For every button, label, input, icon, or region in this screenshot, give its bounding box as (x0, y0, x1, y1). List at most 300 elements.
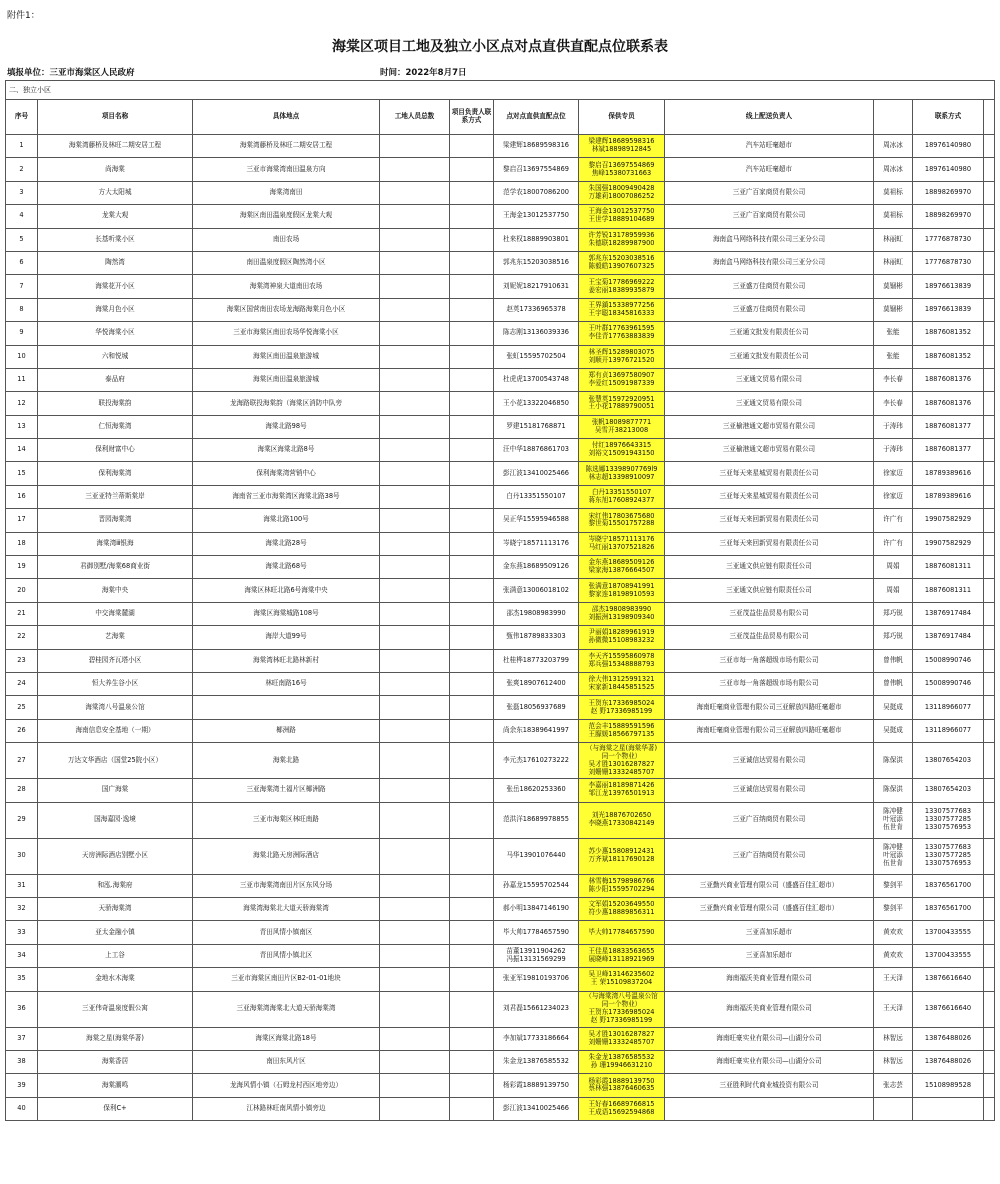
cell-contact-person-line: 伍世肯 (883, 859, 903, 867)
cell-supply-staff-line: 刘顺开13976721520 (588, 355, 655, 364)
cell-supply-staff-line: 刘振洲13198909340 (588, 613, 655, 621)
cell-seq-line: 2 (19, 164, 24, 173)
cell-contact-line: 19907582929 (924, 515, 972, 524)
cell-contact-person-line: 陈冲健 (883, 807, 903, 816)
cell-online-delivery-line: 海南旺豪实业有限公司—山湖分公司 (716, 1033, 822, 1042)
cell-seq-line: 30 (17, 851, 26, 860)
cell-online-delivery (665, 532, 874, 555)
cell-supply-point-line: 李加斌17733186664 (503, 1033, 569, 1042)
cell-location (193, 649, 380, 672)
cell-seq-line: 36 (17, 1004, 26, 1013)
cell-contact-person (874, 158, 913, 181)
cell-seq-line: 40 (17, 1103, 26, 1112)
cell-contact (913, 532, 984, 555)
cell-supply-point (494, 1027, 579, 1050)
cell-supply-staff-line: 王世学18889104689 (588, 215, 655, 224)
cell-location (193, 251, 380, 274)
cell-supply-staff (579, 205, 665, 228)
cell-extra (984, 228, 995, 251)
cell-supply-staff-line: 符少惠18889856311 (588, 908, 655, 917)
cell-workers (380, 158, 450, 181)
cell-supply-point-line: 杨彩霞18889139750 (503, 1080, 569, 1089)
cell-seq-line: 1 (19, 141, 24, 150)
cell-contact-line: 13307577683 (924, 843, 972, 852)
cell-contact (913, 944, 984, 967)
cell-online-delivery (665, 368, 874, 391)
table-row (6, 779, 995, 802)
cell-extra (984, 275, 995, 298)
cell-location (193, 1074, 380, 1097)
cell-contact (913, 921, 984, 944)
cell-seq-line: 35 (17, 974, 26, 983)
cell-online-delivery (665, 672, 874, 695)
cell-contact-line: 18376561700 (924, 904, 972, 913)
cell-supply-staff-line: 陈少阳15595702294 (588, 884, 655, 893)
cell-supply-staff-line: 白丹13351550107 (591, 488, 652, 497)
cell-project-name (38, 696, 193, 719)
cell-online-delivery-line: 三亚广百家商贸有限公司 (732, 211, 806, 220)
cell-supply-staff-line: 吴才胜13016287827 (588, 759, 655, 768)
cell-contact-person-line: 林丽虹 (883, 234, 903, 243)
cell-contact-person (874, 485, 913, 508)
cell-supply-point-line: 岑晓宁18571113176 (503, 538, 569, 547)
cell-supply-point (494, 779, 579, 802)
cell-workers (380, 1074, 450, 1097)
cell-contact-person-line: 吴挺成 (883, 726, 903, 734)
cell-seq (6, 1027, 38, 1050)
cell-location (193, 392, 380, 415)
cell-project-name-line: 国广海棠 (101, 785, 129, 794)
cell-location-line: 龙海路联投海棠韵（海棠区消防中队旁 (229, 398, 343, 407)
cell-contact-person-line: 黄欢欢 (883, 950, 903, 959)
cell-seq (6, 719, 38, 742)
cell-extra (984, 1050, 995, 1073)
cell-supply-point (494, 838, 579, 874)
cell-seq-line: 7 (19, 281, 24, 290)
cell-supply-staff (579, 415, 665, 438)
cell-seq-line: 38 (17, 1057, 26, 1066)
cell-supply-staff (579, 649, 665, 672)
cell-contact-person-line: 张能 (886, 328, 900, 337)
cell-location (193, 439, 380, 462)
table-row (6, 672, 995, 695)
cell-supply-staff (579, 1050, 665, 1073)
cell-online-delivery-line: 三亚每天来星城贸易有限责任公司 (719, 468, 819, 477)
cell-project-lead (450, 968, 494, 991)
cell-contact-line: 18876081311 (924, 585, 972, 594)
cell-supply-point-line: 杜来权18889903801 (503, 234, 569, 243)
cell-supply-staff-line: 王朦媛18566797135 (588, 729, 655, 738)
cell-contact (913, 415, 984, 438)
cell-online-delivery-line: 汽车站旺毫超市 (745, 141, 793, 150)
cell-extra (984, 345, 995, 368)
cell-contact (913, 1050, 984, 1073)
cell-project-name-line: 亚太金融小镇 (95, 927, 135, 936)
cell-project-name (38, 626, 193, 649)
section-label: 二、独立小区 (6, 81, 995, 100)
cell-project-lead (450, 626, 494, 649)
cell-supply-staff-line: 吴雪开38213008 (594, 425, 649, 434)
table-row (6, 968, 995, 991)
cell-supply-point (494, 991, 579, 1027)
cell-project-lead (450, 1097, 494, 1120)
cell-supply-staff (579, 991, 665, 1027)
cell-supply-staff-line: 苏少惠15808912431 (588, 847, 655, 856)
cell-supply-point-line: 张满意13006018102 (503, 585, 569, 594)
cell-contact-line: 13307576953 (924, 823, 972, 831)
cell-supply-staff-line: 宋红伟17803675680 (588, 511, 655, 520)
cell-contact-line: 18876081352 (924, 328, 972, 337)
cell-contact-person-line: 于涛玮 (883, 421, 903, 430)
cell-contact-person-line: 曾伟帆 (883, 655, 903, 664)
cell-online-delivery-line: 三亚勤兴商业管理有限公司（盛盛百佳汇超市） (699, 904, 839, 913)
cell-contact (913, 345, 984, 368)
cell-online-delivery (665, 439, 874, 462)
cell-seq (6, 532, 38, 555)
cell-seq (6, 368, 38, 391)
cell-extra (984, 251, 995, 274)
cell-seq (6, 1074, 38, 1097)
cell-extra (984, 392, 995, 415)
cell-contact-person (874, 968, 913, 991)
cell-online-delivery (665, 205, 874, 228)
cell-contact-person (874, 509, 913, 532)
cell-project-lead (450, 135, 494, 158)
cell-location-line: 海棠湾南田 (269, 188, 303, 197)
cell-supply-staff (579, 779, 665, 802)
cell-extra (984, 719, 995, 742)
header-supply-staff: 保供专员 (579, 100, 665, 135)
cell-workers (380, 921, 450, 944)
cell-seq-line: 16 (17, 492, 26, 501)
cell-workers (380, 368, 450, 391)
cell-location-line: 海棠区南田温泉度假区龙棠大观 (239, 211, 333, 220)
cell-seq-line: 10 (17, 351, 26, 360)
table-row (6, 719, 995, 742)
cell-supply-staff (579, 944, 665, 967)
cell-contact (913, 1027, 984, 1050)
cell-workers (380, 719, 450, 742)
cell-location (193, 743, 380, 779)
cell-project-name (38, 802, 193, 838)
cell-supply-staff-line: 李爱红15091987339 (588, 379, 655, 388)
cell-contact (913, 509, 984, 532)
cell-project-name (38, 181, 193, 204)
cell-contact-line: 18876081376 (924, 398, 972, 407)
cell-online-delivery-line: 海南盒马网络科技有限公司三亚分公司 (712, 258, 826, 267)
cell-location-line: 三亚市海棠区南田农场华悦海棠小区 (233, 328, 339, 337)
cell-online-delivery-line: 三亚盛万佳商贸有限公司 (732, 281, 806, 290)
cell-extra (984, 672, 995, 695)
cell-project-name-line: 天房洲际酒店别墅小区 (82, 851, 148, 860)
cell-seq (6, 415, 38, 438)
cell-supply-point-line: 郝小明13847146190 (503, 904, 569, 913)
cell-location (193, 1050, 380, 1073)
header-contact-person (874, 100, 913, 135)
cell-contact-person (874, 415, 913, 438)
cell-online-delivery-line: 三亚通文批发有限责任公司 (729, 328, 809, 337)
cell-project-name (38, 944, 193, 967)
cell-contact-line: 13700433555 (924, 927, 972, 936)
cell-seq-line: 12 (17, 398, 26, 407)
cell-online-delivery (665, 485, 874, 508)
cell-contact-person-line: 莫祖标 (883, 211, 903, 220)
cell-project-lead (450, 743, 494, 779)
cell-seq (6, 205, 38, 228)
cell-workers (380, 626, 450, 649)
cell-extra (984, 579, 995, 602)
cell-project-name-line: 海棠香居 (101, 1057, 129, 1066)
cell-project-lead (450, 602, 494, 625)
cell-contact-line: 13700433555 (924, 950, 972, 959)
cell-supply-staff-line: 王叶群17763961595 (588, 324, 655, 333)
cell-project-name (38, 672, 193, 695)
cell-supply-staff-line: 梁家海13876664507 (588, 566, 655, 575)
cell-supply-point-line: 郭兆东15203038516 (503, 258, 569, 267)
cell-supply-staff (579, 158, 665, 181)
cell-project-lead (450, 1074, 494, 1097)
cell-workers (380, 532, 450, 555)
cell-supply-point-line: 赵英17336965378 (506, 304, 566, 313)
cell-supply-staff (579, 602, 665, 625)
cell-contact-person (874, 181, 913, 204)
cell-contact (913, 275, 984, 298)
fill-time-label: 时间：2022年8月7日 (380, 68, 467, 78)
cell-contact-person-line: 黄欢欢 (883, 927, 903, 936)
cell-project-name (38, 298, 193, 321)
cell-contact-person-line: 莫祖标 (883, 188, 903, 197)
cell-project-name-line: 和泓.海棠府 (97, 880, 133, 889)
cell-supply-staff (579, 626, 665, 649)
cell-contact (913, 649, 984, 672)
cell-seq (6, 556, 38, 579)
cell-supply-staff-line: 王宝菊17786969222 (588, 277, 655, 286)
table-row (6, 298, 995, 321)
cell-contact-person (874, 1097, 913, 1120)
cell-online-delivery-line: 海南旺毫商业管理有限公司三亚解放四路旺毫超市 (696, 702, 842, 711)
cell-contact-person-line: 张志芸 (883, 1080, 903, 1089)
cell-project-name (38, 897, 193, 920)
cell-project-name (38, 991, 193, 1027)
cell-location-line: 海棠北路68号 (265, 562, 307, 571)
cell-project-name (38, 251, 193, 274)
cell-supply-staff-line: （与海棠之星(海棠华著) (585, 743, 658, 752)
cell-supply-point (494, 415, 579, 438)
cell-seq-line: 17 (17, 515, 26, 524)
cell-contact (913, 205, 984, 228)
cell-supply-staff-line: 吴卫峰13146235602 (588, 970, 655, 979)
cell-contact-person-line: 郑巧锐 (883, 609, 903, 618)
cell-contact-person-line: 莫锢彬 (883, 281, 903, 290)
table-row (6, 1027, 995, 1050)
cell-project-name-line: 海南信息安全基地（一期） (75, 726, 155, 734)
cell-online-delivery (665, 944, 874, 967)
cell-supply-staff-line: 刘姗姗13332485707 (588, 767, 655, 776)
cell-location (193, 968, 380, 991)
cell-online-delivery (665, 415, 874, 438)
table-row (6, 181, 995, 204)
cell-supply-point-line: 罗建15181768871 (506, 421, 566, 430)
cell-contact-person (874, 696, 913, 719)
cell-supply-staff-line: 王佳星18833563655 (588, 947, 655, 955)
cell-supply-point (494, 205, 579, 228)
cell-project-name (38, 158, 193, 181)
table-header-row (6, 100, 995, 135)
cell-workers (380, 874, 450, 897)
header-extra (984, 100, 995, 135)
cell-location (193, 719, 380, 742)
cell-extra (984, 874, 995, 897)
cell-workers (380, 802, 450, 838)
cell-contact (913, 368, 984, 391)
cell-supply-point (494, 802, 579, 838)
cell-workers (380, 838, 450, 874)
cell-project-lead (450, 897, 494, 920)
cell-supply-staff-line: 焦峰15380731663 (591, 168, 652, 177)
table-row (6, 838, 995, 874)
cell-project-lead (450, 368, 494, 391)
cell-supply-point-line: 刘妮妮18217910631 (503, 281, 569, 290)
cell-workers (380, 135, 450, 158)
cell-project-name-line: 海棠花开小区 (95, 281, 135, 290)
cell-contact-person (874, 462, 913, 485)
cell-supply-staff-line: 蔡林强13876460635 (588, 1084, 655, 1093)
cell-extra (984, 368, 995, 391)
cell-extra (984, 968, 995, 991)
cell-workers (380, 485, 450, 508)
cell-supply-staff-line: 许芳锐13178959936 (588, 230, 655, 239)
cell-project-lead (450, 345, 494, 368)
cell-location-line: 海棠北路100号 (263, 515, 309, 524)
cell-project-name-line: 海棠湾藤桥及林旺二期安居工程 (68, 141, 162, 150)
cell-supply-staff (579, 1074, 665, 1097)
cell-project-lead (450, 838, 494, 874)
cell-online-delivery (665, 719, 874, 742)
cell-seq (6, 743, 38, 779)
cell-contact-person-line: 许广有 (883, 515, 903, 524)
cell-supply-point (494, 158, 579, 181)
cell-supply-staff (579, 462, 665, 485)
cell-project-name-line: 保利C+ (103, 1103, 127, 1112)
cell-supply-point (494, 298, 579, 321)
table-row (6, 1050, 995, 1073)
table-row (6, 345, 995, 368)
table-row (6, 1097, 995, 1120)
cell-contact (913, 719, 984, 742)
cell-project-name (38, 392, 193, 415)
cell-extra (984, 485, 995, 508)
cell-location (193, 205, 380, 228)
cell-contact-person (874, 838, 913, 874)
cell-online-delivery-line: 三亚勤兴商业管理有限公司（盛盛百佳汇超市） (699, 880, 839, 889)
cell-seq (6, 1097, 38, 1120)
cell-supply-staff-line: 陈选娜13398907769l9 (585, 464, 658, 473)
cell-project-name-line: 三亚伟奇温泉度假公寓 (82, 1004, 148, 1013)
cell-project-name-line: 泰品府 (105, 375, 125, 384)
cell-supply-staff-line: 蒋东旭17608924377 (588, 496, 655, 505)
cell-seq (6, 228, 38, 251)
cell-project-lead (450, 672, 494, 695)
cell-location (193, 579, 380, 602)
cell-online-delivery (665, 802, 874, 838)
cell-project-lead (450, 251, 494, 274)
cell-online-delivery (665, 322, 874, 345)
cell-contact-line: 19907582929 (924, 538, 972, 547)
cell-project-name (38, 415, 193, 438)
cell-supply-staff-line: 林志超13398910097 (588, 472, 655, 481)
cell-project-name-line: 仁恒海棠湾 (98, 421, 132, 430)
table-row (6, 897, 995, 920)
cell-location-line: 三亚市海棠湾南田温泉方向 (246, 164, 326, 173)
cell-supply-staff-line: 林雪梅15798986766 (588, 876, 655, 885)
cell-online-delivery (665, 779, 874, 802)
cell-supply-staff-line: 王贺东17336985024 (588, 1008, 655, 1016)
cell-online-delivery-line: 三亚每天来回新贸易有限责任公司 (719, 538, 819, 547)
cell-contact-line: 13876616640 (924, 974, 972, 983)
cell-online-delivery-line: 三亚喜加乐超市 (745, 927, 793, 936)
cell-supply-staff (579, 298, 665, 321)
cell-seq (6, 802, 38, 838)
cell-contact (913, 672, 984, 695)
cell-project-name-line: 长基听棠小区 (95, 234, 135, 243)
cell-project-name (38, 322, 193, 345)
cell-online-delivery-line: 三亚每天来回新贸易有限责任公司 (719, 515, 819, 524)
cell-contact-person (874, 602, 913, 625)
cell-supply-staff-line: 吴才胜13016287827 (588, 1029, 655, 1038)
cell-location-line: 海棠区国营南田农场龙海路海棠月色小区 (226, 304, 346, 313)
cell-supply-staff-line: 朱德联18289987900 (588, 238, 655, 247)
cell-contact-person (874, 345, 913, 368)
cell-supply-staff-line: 张帆18089877771 (591, 417, 652, 426)
cell-location (193, 802, 380, 838)
cell-contact (913, 181, 984, 204)
cell-contact-line: 13876917484 (924, 632, 972, 641)
cell-location-line: 海棠区林旺北路6号海棠中央 (244, 585, 328, 594)
cell-seq-line: 32 (17, 904, 26, 913)
cell-seq-line: 20 (17, 585, 26, 594)
cell-supply-point (494, 532, 579, 555)
cell-project-lead (450, 649, 494, 672)
cell-project-name-line: 保利海棠湾 (98, 468, 132, 477)
cell-project-lead (450, 462, 494, 485)
table-body (6, 135, 995, 1121)
cell-workers (380, 743, 450, 779)
table-row (6, 743, 995, 779)
cell-supply-point-line: 冯振13131569299 (506, 954, 566, 963)
cell-contact-line: 18898269970 (924, 211, 972, 220)
cell-project-name-line: 金地水木海棠 (95, 974, 135, 983)
cell-online-delivery-line: 三亚榆港通文超市贸易有限公司 (722, 445, 816, 454)
cell-online-delivery (665, 579, 874, 602)
table-row (6, 696, 995, 719)
cell-project-lead (450, 991, 494, 1027)
cell-contact-person-line: 王天泽 (883, 1004, 903, 1013)
table-row (6, 532, 995, 555)
cell-location (193, 672, 380, 695)
cell-project-name (38, 228, 193, 251)
cell-contact-line: 13118966077 (924, 726, 972, 734)
cell-location (193, 944, 380, 967)
table-row (6, 802, 995, 838)
cell-contact-line: 18876081377 (924, 445, 972, 454)
cell-project-lead (450, 228, 494, 251)
cell-location (193, 626, 380, 649)
cell-contact-person-line: 李长春 (883, 398, 903, 407)
cell-project-name-line: 六和悦城 (101, 351, 129, 360)
cell-project-name (38, 719, 193, 742)
cell-contact-line: 13307576953 (924, 859, 972, 867)
cell-seq-line: 14 (17, 445, 26, 454)
